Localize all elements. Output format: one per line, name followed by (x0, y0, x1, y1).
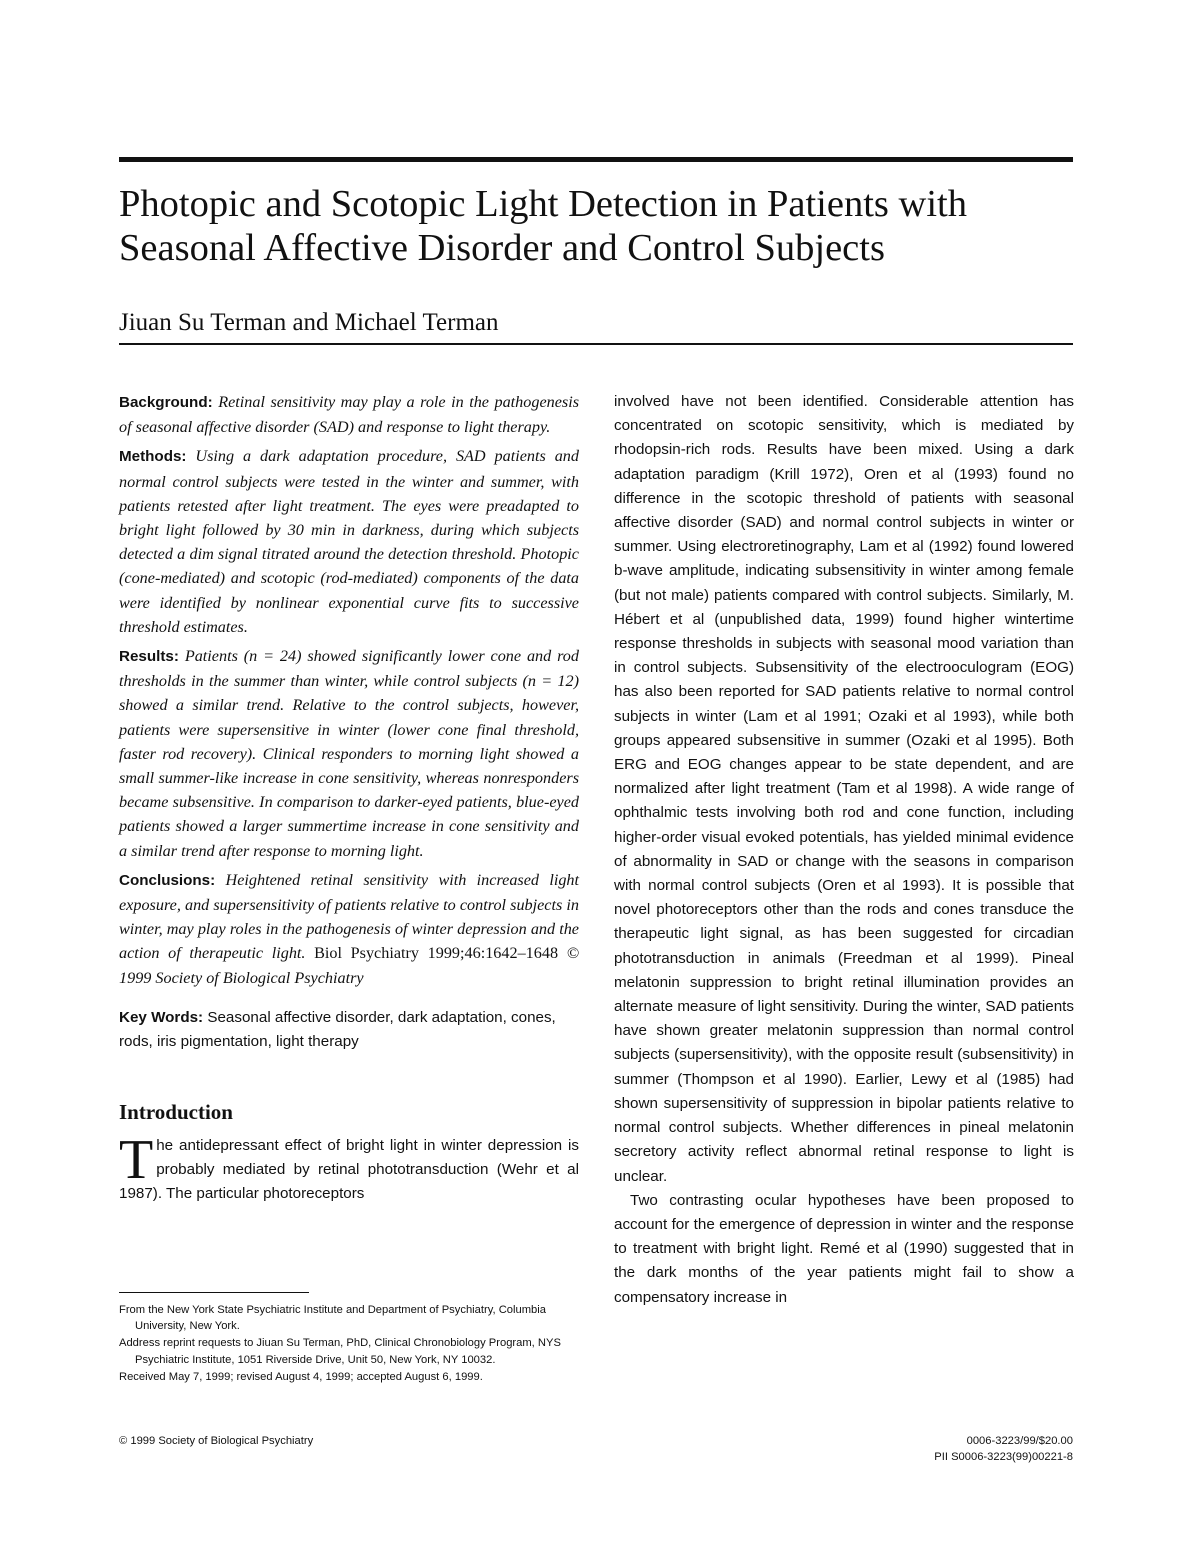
key-words (119, 1006, 579, 1054)
article-title: Photopic and Scotopic Light Detection in Patients with Seasonal Affective Disorder and Control Subjects (119, 183, 967, 269)
footnote-received: Received May 7, 1999; revised August 4, 1999; accepted August 6, 1999. (119, 1370, 483, 1383)
introduction-heading: Introduction (119, 1099, 233, 1124)
header-rule (119, 343, 1073, 345)
abstract-conclusions-text: Heightened retinal sensitivity with increased light exposure, and supersensitivity of patients relative to control subjects in winter, may play roles in the pathogenesis of winter depression and the action of therapeutic light. (119, 870, 580, 963)
abstract-background-label: Background: (119, 394, 213, 411)
abstract-results (119, 644, 579, 863)
abstract-methods (119, 444, 579, 639)
abstract-methods-text: Using a dark adaptation procedure, SAD patients and normal control subjects were tested in the winter and summer, with patients retested after light treatment. The eyes were preadapted to bright light followed by 30 min in darkness, during which subjects detected a dim signal titrated around the detection threshold. Photopic (cone-mediated) and scotopic (rod-mediated) components of the data were identified by nonlinear exponential curve fits to successive threshold estimates. (119, 447, 579, 636)
drop-cap: T (119, 1128, 154, 1191)
abstract-conclusions-label: Conclusions: (119, 871, 216, 889)
abstract (119, 390, 579, 990)
introduction-paragraph-2: Two contrasting ocular hypotheses have been proposed to account for the emergence of depression in winter and the response to treatment with bright light. Remé et al (1990) suggested that in the dark months of the year patients might fail to show a compensatory increase in (614, 1191, 1074, 1306)
top-rule (119, 157, 1073, 162)
page-footer-issn: 0006-3223/99/$20.00 (966, 1435, 1073, 1447)
footnote-rule (119, 1292, 309, 1293)
introduction-paragraph-1 (119, 1128, 579, 1207)
footnotes (119, 1302, 579, 1386)
abstract-results-label: Results: (119, 648, 179, 666)
page-footer-identifiers (934, 1433, 1073, 1465)
abstract-background (119, 390, 579, 439)
footnote-affiliation: From the New York State Psychiatric Institute and Department of Psychiatry, Columbia University, New York. (119, 1304, 546, 1333)
introduction-paragraph-1-continued: involved have not been identified. Considerable attention has concentrated on scotopic sensitivity, which is mediated by rhodopsin-rich rods. Results have been mixed. Using a dark adaptation paradigm (Krill 1972), Oren et al (1993) found no difference in the scotopic threshold of patients with seasonal affective disorder (SAD) and normal control subjects in winter or summer. Using electroretinography, Lam et al (1992) found lowered b-wave amplitude, indicating subsensitivity in winter among female (but not male) patients compared with control subjects. Similarly, M. Hébert et al (unpublished data, 1999) found higher wintertime response thresholds in subjects with seasonal mood variation than in control subjects. Subsensitivity of the electrooculogram (EOG) has also been reported for SAD patients relative to normal control subjects in winter (Lam et al 1991; Ozaki et al 1993), while both groups appeared subsensitive in summer (Ozaki et al 1995). Both ERG and EOG changes appear to be state dependent, and are normalized after light treatment (Tam et al 1998). A wide range of ophthalmic tests involving both rod and cone function, including higher-order visual evoked potentials, has yielded minimal evidence of abnormality in SAD or change with the seasons in comparison with normal control subjects (Oren et al 1993). It is possible that novel photoreceptors other than the rods and cones transduce the therapeutic light signal, as has been suggested for circadian phototransduction in animals (Freedman et al 1999). Pineal melatonin suppression to bright retinal illumination provides an alternate measure of light sensitivity. During the winter, SAD patients have shown greater melatonin suppression than normal control subjects (supersensitivity), with the opposite result (subsensitivity) in summer (Thompson et al 1990). Earlier, Lewy et al (1985) had shown supersensitivity of suppression in bipolar patients relative to normal control subjects. Whether differences in pineal melatonin secretory activity reflect abnormal retinal response to light is unclear. (614, 393, 1074, 1185)
abstract-results-text: Patients (n = 24) showed significantly lower cone and rod thresholds in the summer than winter, while control subjects (n = 12) showed a similar trend. Relative to the control subjects, however, patients were supersensitive in winter (lower cone final threshold, faster rod recovery). Clinical responders to morning light showed a small summer-like increase in cone sensitivity, whereas nonresponders became subsensitive. In comparison to darker-eyed patients, blue-eyed patients showed a larger summertime increase in cone sensitivity and a similar trend after response to morning light. (119, 647, 579, 860)
article-authors: Jiuan Su Terman and Michael Terman (119, 309, 499, 336)
introduction-paragraph-1-text: he antidepressant effect of bright light in winter depression is probably mediated by retinal phototransduction (Wehr et al 1987). The particular photoreceptors (119, 1136, 579, 1203)
abstract-methods-label: Methods: (119, 448, 187, 466)
page-footer-copyright: © 1999 Society of Biological Psychiatry (119, 1435, 314, 1447)
key-words-text: Seasonal affective disorder, dark adaptation, cones, rods, iris pigmentation, light therapy (119, 1008, 556, 1050)
page-footer-pii: PII S0006-3223(99)00221-8 (934, 1451, 1073, 1463)
left-column (119, 390, 579, 1206)
abstract-conclusions (119, 868, 579, 990)
abstract-background-text: Retinal sensitivity may play a role in the pathogenesis of seasonal affective disorder (SAD) and response to light therapy. (119, 393, 580, 437)
footnote-address: Address reprint requests to Jiuan Su Terman, PhD, Clinical Chronobiology Program, NYS Psychiatric Institute, 1051 Riverside Drive, Unit 50, New York, NY 10032. (119, 1337, 561, 1366)
key-words-label: Key Words: (119, 1008, 204, 1026)
abstract-copyright: © 1999 Society of Biological Psychiatry (119, 944, 580, 987)
abstract-citation: Biol Psychiatry 1999;46:1642–1648 (314, 944, 559, 963)
right-column (614, 390, 1074, 1310)
